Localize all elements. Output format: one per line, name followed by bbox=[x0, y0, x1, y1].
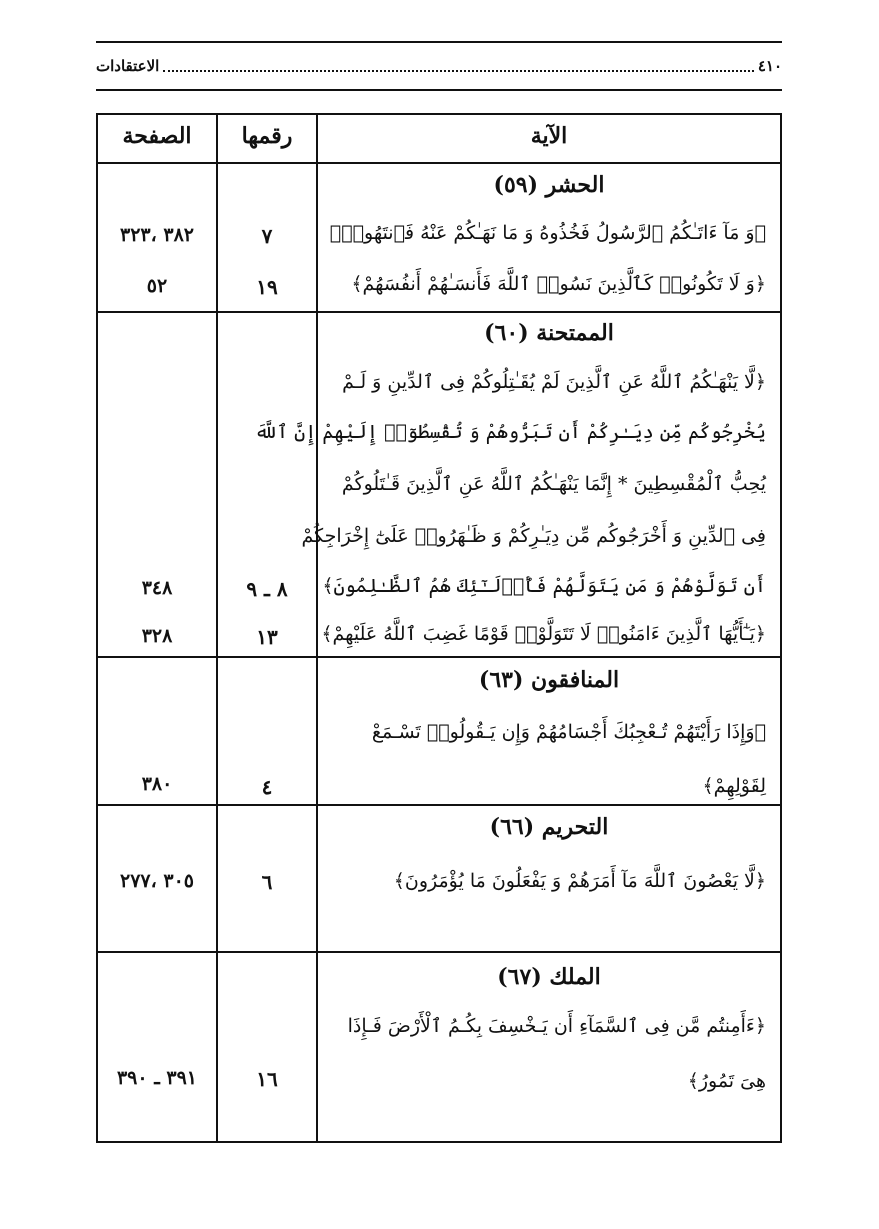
verse-number: ١٣ bbox=[256, 625, 278, 649]
verse-number: ١٩ bbox=[256, 275, 278, 299]
verse-line: يُحِبُّ ٱلْمُقْسِطِينَ * إِنَّمَا يَنْهَـٰكُمُ ٱللَّهُ عَنِ ٱلَّذِينَ قَـٰتَلُوكُمْ bbox=[341, 473, 766, 495]
header-rule bbox=[96, 89, 782, 91]
verse-number: ٨ ـ ٩ bbox=[246, 577, 288, 601]
page-ref: ٣٠٥ ،٢٧٧ bbox=[120, 870, 194, 892]
page-ref: ٣٩١ ـ ٣٩٠ bbox=[116, 1067, 198, 1089]
surah-heading: الملك (٦٧) bbox=[497, 964, 601, 990]
verse-line: ﴿ءَأَمِنتُم مَّن فِى ٱلسَّمَآءِ أَن يَـخْسِفَ بِكُـمُ ٱلْأَرْضَ فَـإِذَا bbox=[347, 1015, 766, 1037]
verse-number: ١٦ bbox=[256, 1067, 278, 1091]
page-ref: ٥٢ bbox=[146, 275, 168, 297]
verse-line: ﴿وَإِذَا رَأَيْتَهُمْ تُـعْجِبُكَ أَجْسَامُهُمْ وَإِن يَـقُولُوا۟ تَسْـمَعْ bbox=[371, 721, 766, 743]
row-divider bbox=[98, 656, 780, 658]
verse-index-table bbox=[96, 113, 782, 1143]
surah-heading: التحريم (٦٦) bbox=[489, 814, 609, 840]
page-ref: ٣٢٨ bbox=[141, 625, 173, 647]
verse-line: هِىَ تَمُورُ﴾ bbox=[687, 1070, 766, 1092]
surah-heading: الحشر (٥٩) bbox=[493, 172, 605, 198]
row-divider bbox=[98, 951, 780, 953]
surah-heading: الممتحنة (٦٠) bbox=[484, 320, 614, 346]
top-rule bbox=[96, 41, 782, 43]
header-aya: الآية bbox=[530, 123, 568, 149]
page-number: ٤١٠ bbox=[757, 57, 782, 75]
page-ref: ٣٨٠ bbox=[141, 773, 173, 795]
header-number: رقمها bbox=[241, 123, 293, 149]
verse-line: لِقَوْلِهِمْ﴾ bbox=[702, 775, 766, 797]
verse-line: ﴿لَّا يَعْصُونَ ٱللَّهَ مَآ أَمَرَهُمْ وَ يَفْعَلُونَ مَا يُؤْمَرُونَ﴾ bbox=[393, 870, 766, 892]
verse-number: ٤ bbox=[261, 775, 273, 799]
running-title: الاعتقادات bbox=[96, 57, 160, 75]
page-ref: ٣٤٨ bbox=[141, 577, 173, 599]
page-ref: ٣٨٢ ،٣٢٣ bbox=[120, 224, 194, 246]
verse-line: ﴿وَ لَا تَكُونُوا۟ كَٱلَّذِينَ نَسُوا۟ ٱللَّهَ فَأَنسَـٰهُمْ أَنفُسَهُمْ﴾ bbox=[351, 273, 766, 295]
verse-number: ٦ bbox=[261, 870, 273, 894]
surah-heading: المنافقون (٦٣) bbox=[478, 667, 620, 693]
row-divider bbox=[98, 162, 780, 164]
row-divider bbox=[98, 804, 780, 806]
row-divider bbox=[98, 311, 780, 313]
verse-line: فِى ٱلدِّينِ وَ أَخْرَجُوكُم مِّن دِيَـٰرِكُمْ وَ ظَـٰهَرُوا۟ عَلَىٰٓ إِخْرَاجِكُمْ bbox=[301, 525, 766, 547]
verse-line: ﴿وَ مَآ ءَاتَـٰكُمُ ٱلرَّسُولُ فَخُذُوهُ وَ مَا نَهَـٰكُمْ عَنْهُ فَٱنتَهُوا۟﴾ bbox=[329, 222, 766, 244]
verse-line: أَن تَوَلَّوْهُمْ وَ مَن يَتَوَلَّهُمْ فَأُو۟لَـٰٓئِكَ هُمُ ٱلظَّـٰلِمُونَ﴾ bbox=[322, 575, 766, 597]
leader-dots bbox=[163, 60, 754, 72]
running-header bbox=[96, 52, 782, 80]
verse-number: ٧ bbox=[261, 224, 273, 248]
verse-line: يُخْرِجُوكُم مِّن دِيَـٰرِكُمْ أَن تَبَرُّوهُمْ وَ تُقْسِطُوٓا۟ إِلَيْهِمْ إِنَّ ٱللَّهَ bbox=[254, 421, 766, 443]
verse-line: ﴿يَـٰٓأَيُّهَا ٱلَّذِينَ ءَامَنُوا۟ لَا تَتَوَلَّوْا۟ قَوْمًا غَضِبَ ٱللَّهُ عَلَيْهِمْ﴾ bbox=[321, 623, 766, 645]
header-page: الصفحة bbox=[122, 123, 192, 149]
verse-line: ﴿لَّا يَنْهَـٰكُمُ ٱللَّهُ عَنِ ٱلَّذِينَ لَمْ يُقَـٰتِلُوكُمْ فِى ٱلدِّينِ وَ لَـمْ bbox=[342, 371, 766, 393]
